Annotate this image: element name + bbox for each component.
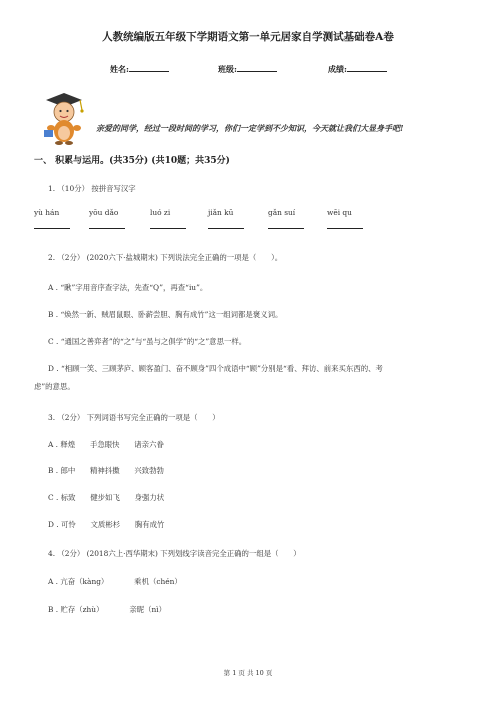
class-field [218, 63, 277, 75]
q2-option-a[interactable]: A . “瞅”字用音序查字法，先查“Q”，再查“iu”。 [48, 283, 208, 292]
q3-option-d[interactable]: D . 可怜 文质彬杉 胸有成竹 [48, 520, 165, 529]
graduate-mascot-icon [32, 88, 92, 146]
pinyin-4: jiǎn kū [208, 208, 234, 217]
name-field [110, 63, 169, 75]
q2-option-b[interactable]: B . “焕然一新、贼眉鼠眼、卧薪尝胆、胸有成竹”这一组词都是褒义词。 [48, 310, 283, 319]
q3-option-b[interactable]: B . 郎中 精神抖擞 兴致勃勃 [48, 466, 164, 475]
q2-option-d-cont: 虑”的意思。 [34, 382, 75, 391]
answer-blank-5[interactable] [268, 228, 304, 229]
question-3-stem: 3. （2分） 下列词语书写完全正确的一项是（ ） [48, 413, 220, 422]
answer-blank-6[interactable] [327, 228, 363, 229]
name-label: 姓名: [110, 64, 129, 74]
pinyin-3: luó zi [150, 208, 171, 217]
answer-blank-4[interactable] [208, 228, 244, 229]
question-1-stem: 1. （10分） 按拼音写汉字 [48, 184, 136, 193]
answer-blank-2[interactable] [89, 228, 125, 229]
pinyin-2: yōu dǎo [89, 208, 119, 217]
pinyin-5: gǎn suí [268, 208, 296, 217]
q2-option-d[interactable]: D . “相顾一笑、三顾茅庐、顾客盈门、奋不顾身”四个成语中“顾”分别是“看、拜访、前来买东西的、考 [48, 364, 383, 373]
page-footer: 第 1 页 共 10 页 [223, 669, 273, 677]
q2-option-c[interactable]: C . “通国之善弈者”的“之”与“虽与之俱学”的“之”意思一样。 [48, 337, 247, 346]
q4-option-b[interactable]: B . 贮存（zhù） 亲昵（nì） [48, 605, 167, 614]
welcome-message: 亲爱的同学，经过一段时间的学习，你们一定学到不少知识，今天就让我们大显身手吧! [96, 123, 404, 133]
page-title: 人教统编版五年级下学期语文第一单元居家自学测试基础卷A卷 [102, 31, 394, 43]
pinyin-1: yù hán [34, 208, 60, 217]
question-2-stem: 2. （2分） (2020六下·盐城期末) 下列说法完全正确的一项是（ ）。 [48, 253, 283, 262]
question-4-stem: 4. （2分） (2018六上·西华期末) 下列划线字读音完全正确的一组是（ ） [48, 549, 301, 558]
q3-option-c[interactable]: C . 标致 健步如飞 身强力状 [48, 493, 165, 502]
answer-blank-3[interactable] [150, 228, 186, 229]
pinyin-6: wēi qu [327, 208, 352, 217]
q4-option-a[interactable]: A . 亢奋（kàng） 乘机（chén） [48, 577, 182, 586]
score-blank[interactable] [347, 63, 387, 72]
score-label: 成绩: [328, 64, 347, 74]
name-blank[interactable] [129, 63, 169, 72]
answer-blank-1[interactable] [34, 228, 70, 229]
class-blank[interactable] [237, 63, 277, 72]
score-field [328, 63, 387, 75]
q3-option-a[interactable]: A . 释煌 手急眼快 诸亲六眷 [48, 440, 164, 449]
class-label: 班级: [218, 64, 237, 74]
section-heading: 一、 积累与运用。(共35分) (共10题；共35分) [34, 156, 230, 166]
